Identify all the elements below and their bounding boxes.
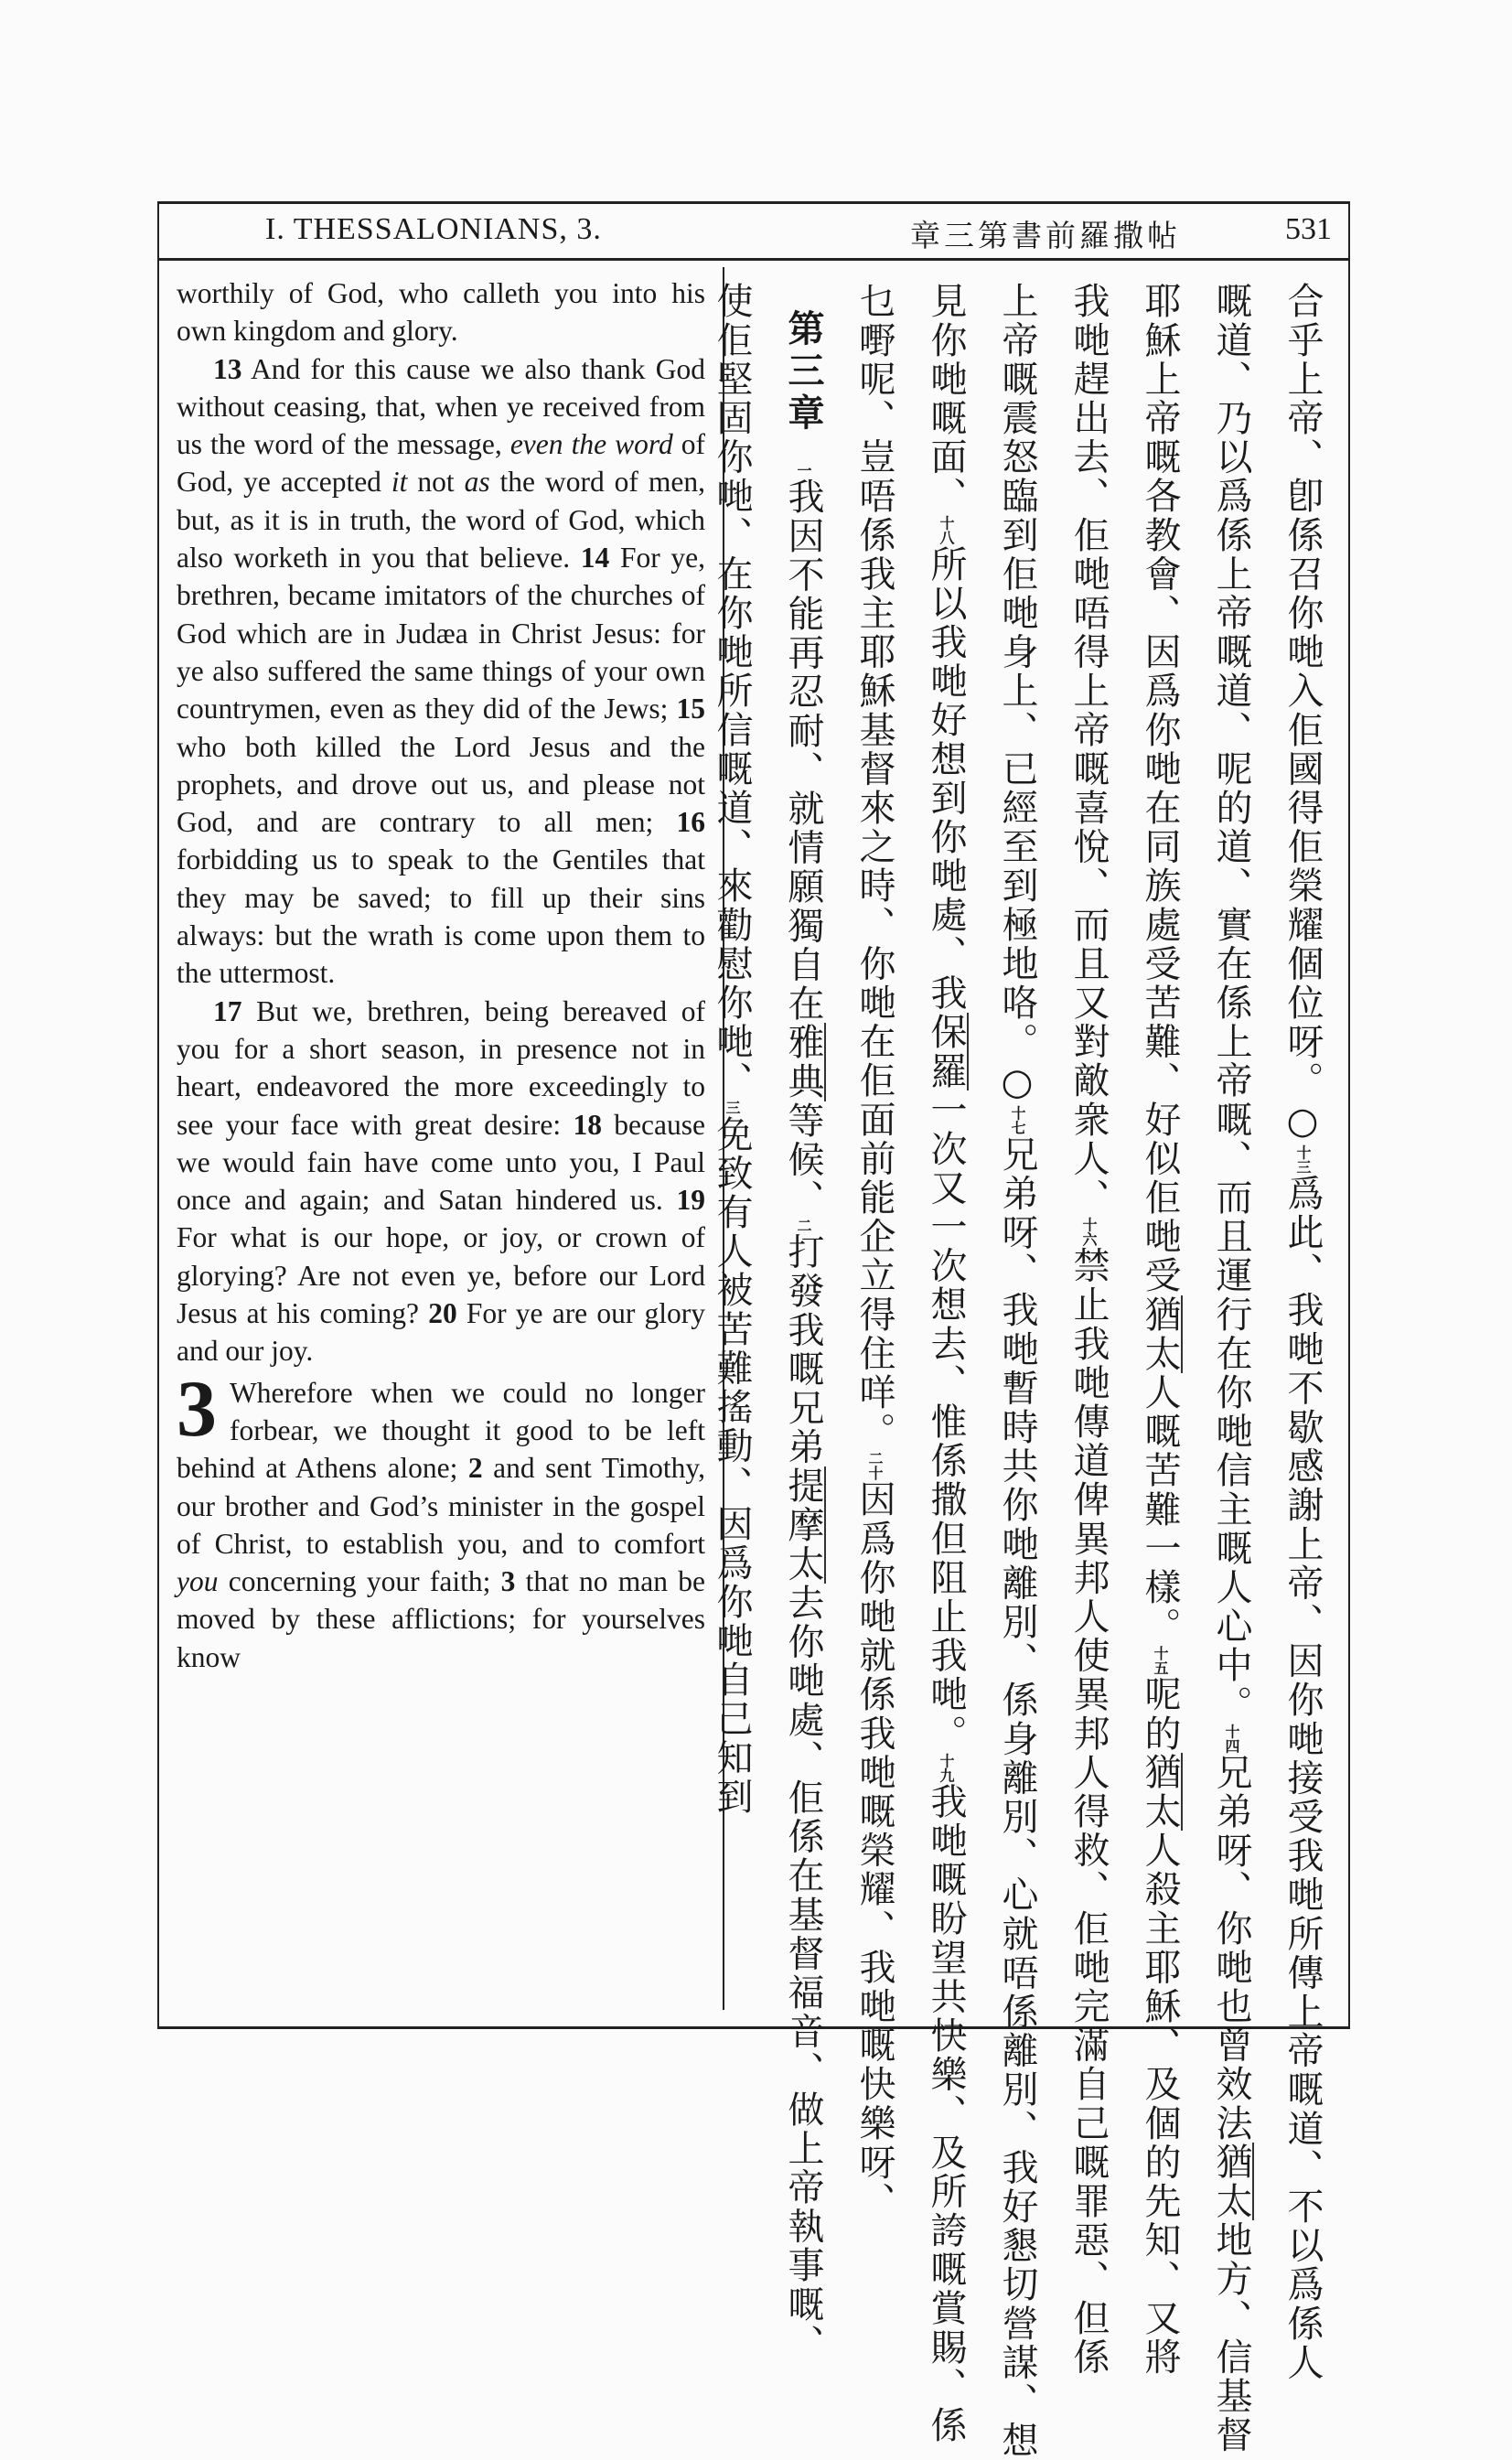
- chinese-column: [1053, 282, 1124, 2377]
- verse-text: you: [177, 1565, 219, 1598]
- verse-text: 我哋趕出去、佢哋唔得上帝嘅喜悅、而且又對敵衆人、: [1067, 282, 1110, 1218]
- verse-number: 15: [676, 693, 705, 725]
- verse-text: the word of men, but, as it is in truth, the word of God, which also worketh in you that believe.: [177, 466, 705, 575]
- proper-name: 猶太: [1210, 2143, 1252, 2221]
- verse-number: 三: [724, 1100, 741, 1115]
- verse-text: worthily of God, who calleth you into his own kingdom and glory.: [177, 277, 705, 348]
- verse-text: it: [391, 466, 408, 499]
- verse-number: 14: [580, 542, 610, 575]
- verse-text: 我因不能再忍耐、就情願獨自在: [782, 478, 824, 1024]
- verse-number: 十九: [938, 1753, 955, 1783]
- verse-number: 19: [676, 1184, 705, 1217]
- chinese-columns: [696, 282, 1338, 2460]
- verse-text: But we, brethren, being bereaved of you for a short season, in presence not in heart, endeavored the more exceedingly to see your face with great desire:: [177, 994, 705, 1141]
- verse-text: 上帝嘅震怒臨到佢哋身上、已經至到極地咯。○: [996, 282, 1038, 1106]
- verse-number: 17: [213, 994, 242, 1027]
- running-head-english: I. THESSALONIANS, 3.: [265, 212, 602, 246]
- verse-number: 十四: [1223, 1724, 1240, 1754]
- verse-text: 地方、信基督: [1210, 2220, 1252, 2455]
- verse-text: of God, ye accepted: [177, 428, 705, 499]
- chinese-column: [910, 282, 981, 2445]
- verse-text: 去你哋處、佢係在基督福音、做上帝執事嘅、: [782, 1583, 824, 2363]
- page-number: 531: [1285, 212, 1332, 246]
- chinese-column: [1124, 282, 1196, 2377]
- verse-text: 人嘅苦難一樣。: [1139, 1372, 1181, 1647]
- verse-number: 十六: [1080, 1217, 1098, 1247]
- verse-text: forbidding us to speak to the Gentiles that they may be saved; to fill up their sins always: but the wrath is come upon them to the uttermost.: [177, 843, 705, 990]
- verse-number: 13: [213, 352, 242, 385]
- chinese-column: [696, 282, 767, 2011]
- english-paragraph: [177, 350, 705, 993]
- english-column: [177, 274, 705, 1676]
- chinese-column: [1267, 282, 1338, 2382]
- verse-number: 18: [573, 1108, 602, 1141]
- chapter-number: 3: [177, 1364, 217, 1454]
- proper-name: 保羅: [925, 1012, 967, 1091]
- english-paragraph: [177, 274, 705, 350]
- verse-text: For what is our hope, or joy, or crown of glorying? Are not even ye, before our Lord Jesus at his coming?: [177, 1221, 705, 1330]
- verse-text: 一次又一次想去、惟係撒但阻止我哋。: [925, 1090, 967, 1754]
- verse-text: For ye, brethren, became imitators of the churches of God which are in Judæa in Christ Jesus: for ye also suffered the same things of your own countrymen, even as they did of the Jews;: [177, 542, 705, 725]
- verse-text: 使佢堅固你哋、在你哋所信嘅道、來勸慰你哋、: [711, 282, 753, 1101]
- verse-number: 十五: [1152, 1646, 1169, 1676]
- verse-text: that no man be moved by these afflictions; for yourselves know: [177, 1565, 705, 1673]
- verse-text: concerning your faith;: [218, 1565, 501, 1598]
- verse-text: even the word: [509, 428, 673, 461]
- verse-text: 因爲你哋就係我哋嘅榮耀、我哋嘅快樂呀、: [853, 1480, 895, 2221]
- verse-text: 我哋嘅盼望共快樂、及所誇嘅賞賜、係: [925, 1782, 967, 2445]
- verse-number: 十三: [1294, 1144, 1312, 1175]
- verse-text: 所以我哋好想到你哋處、我: [925, 544, 967, 1013]
- verse-text: 嘅道、乃以爲係上帝嘅道、呢的道、實在係上帝嘅、而且運行在你哋信主嘅人心中。: [1210, 282, 1252, 1724]
- chinese-column: [839, 282, 910, 2221]
- verse-text: 免致有人被苦難搖動、因爲你哋自己知到: [711, 1114, 753, 1817]
- verse-number: 十七: [1009, 1105, 1026, 1135]
- verse-number: 一: [795, 463, 812, 478]
- verse-text: 耶穌上帝嘅各教會、因爲你哋在同族處受苦難、好似佢哋受: [1139, 282, 1181, 1295]
- verse-text: and sent Timothy, our brother and God’s minister in the gospel of Christ, to establish you, and to comfort: [177, 1452, 706, 1560]
- verse-text: who both killed the Lord Jesus and the prophets, and drove out us, and please not God, and are contrary to all men;: [177, 730, 705, 839]
- verse-text: 打發我嘅兄弟: [782, 1232, 824, 1467]
- verse-text: For ye are our glory and our joy.: [177, 1297, 705, 1368]
- verse-text: 合乎上帝、卽係召你哋入佢國得佢榮耀個位呀。○: [1281, 282, 1324, 1145]
- chapter-heading: 第三章: [782, 309, 824, 435]
- verse-text: 呢的: [1139, 1675, 1181, 1754]
- proper-name: 雅典: [782, 1023, 824, 1101]
- verse-number: 3: [500, 1565, 516, 1598]
- verse-text: Wherefore when we could no longer forbear, we thought it good to be left behind at Athens alone;: [177, 1376, 705, 1485]
- verse-number: 二: [795, 1218, 812, 1233]
- verse-text: as: [464, 466, 490, 499]
- english-paragraph: [177, 1364, 706, 1676]
- proper-name: 提摩太: [782, 1466, 824, 1584]
- verse-number: 二十: [866, 1451, 884, 1480]
- chinese-column: [1196, 282, 1267, 2455]
- verse-number: 16: [676, 806, 705, 839]
- verse-number: 2: [467, 1452, 483, 1485]
- verse-text: 等候、: [782, 1101, 824, 1219]
- verse-text: 禁止我哋傳道俾異邦人使異邦人得救、佢哋完滿自己嘅罪惡、但係: [1067, 1246, 1110, 2377]
- verse-text: because we would fain have come unto you, I Paul once and again; and Satan hindered us.: [177, 1108, 705, 1217]
- proper-name: 猶太: [1139, 1294, 1181, 1373]
- verse-text: 人殺主耶穌、及個的先知、又將: [1139, 1831, 1181, 2377]
- header-rule: [157, 258, 1350, 261]
- english-paragraph: [177, 993, 705, 1370]
- verse-number: 20: [428, 1297, 457, 1330]
- verse-text: 乜嘢呢、豈唔係我主耶穌基督來之時、你哋在佢面前能企立得住咩。: [853, 282, 895, 1451]
- verse-text: And for this cause we also thank God without ceasing, that, when ye received from us the word of the message,: [177, 352, 705, 461]
- verse-text: 見你哋嘅面、: [925, 282, 967, 516]
- chinese-column: [767, 282, 839, 2363]
- verse-text: 兄弟呀、你哋也曾效法: [1210, 1753, 1252, 2143]
- verse-number: 十八: [938, 515, 955, 545]
- proper-name: 猶太: [1139, 1753, 1181, 1832]
- verse-text: 爲此、我哋不歇感謝上帝、因你哋接受我哋所傳上帝嘅道、不以爲係人: [1281, 1174, 1324, 2382]
- running-head-chinese: 章三第書前羅撒帖: [910, 218, 1181, 253]
- verse-text: 兄弟呀、我哋暫時共你哋離別、係身離別、心就唔係離別、我好懇切營謀、想: [996, 1134, 1038, 2460]
- verse-text: not: [407, 466, 465, 499]
- chinese-column: [981, 282, 1053, 2460]
